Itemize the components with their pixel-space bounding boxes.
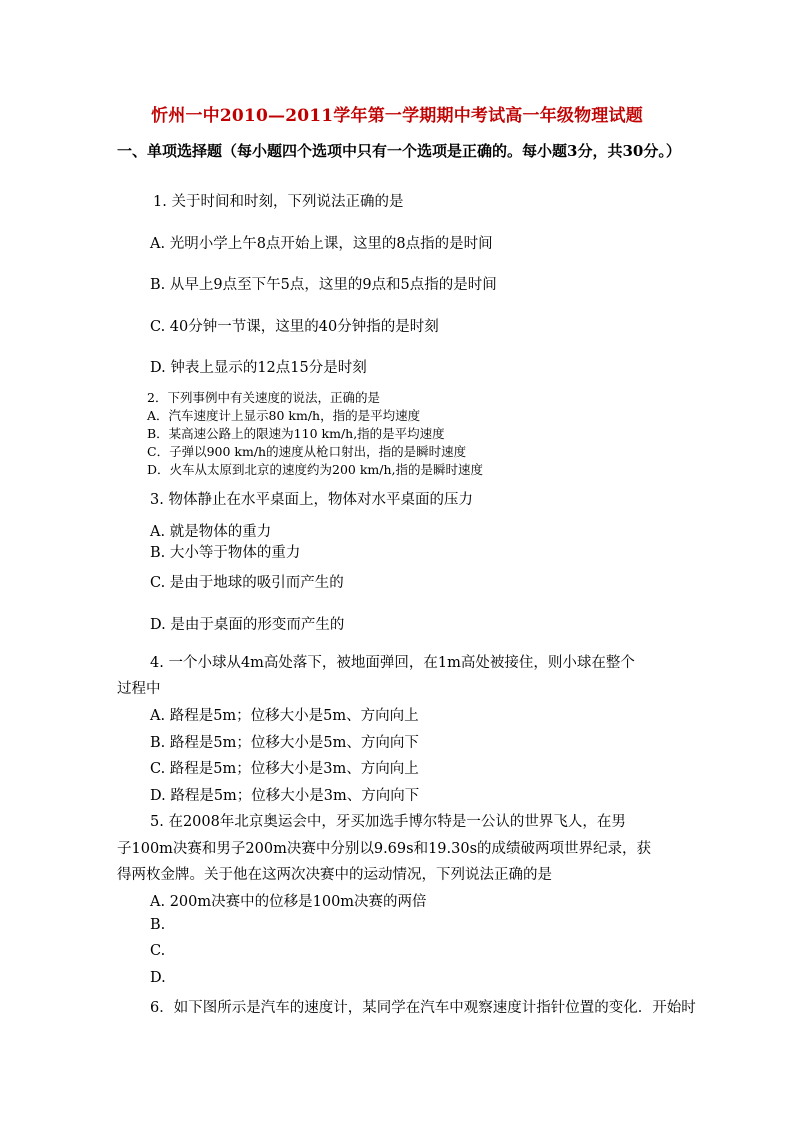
q4-option-a: A. 路程是5m；位移大小是5m、方向向上 bbox=[150, 708, 419, 724]
q1-option-a: A. 光明小学上午8点开始上课，这里的8点指的是时间 bbox=[150, 236, 493, 252]
q5-option-d: D. bbox=[150, 970, 166, 986]
q3-option-b: B. 大小等于物体的重力 bbox=[150, 545, 301, 561]
q1-option-c: C. 40分钟一节课，这里的40分钟指的是时刻 bbox=[150, 319, 439, 335]
q5-option-a: A. 200m决赛中的位移是100m决赛的两倍 bbox=[150, 894, 427, 910]
q1-option-d: D. 钟表上显示的12点15分是时刻 bbox=[150, 360, 367, 376]
q4-option-c: C. 路程是5m；位移大小是3m、方向向上 bbox=[150, 761, 419, 777]
q5-stem-line2: 子100m决赛和男子200m决赛中分别以9.69s和19.30s的成绩破两项世界纪录，获 bbox=[117, 841, 652, 857]
q3-stem: 3. 物体静止在水平桌面上，物体对水平桌面的压力 bbox=[150, 492, 473, 508]
q2-option-b: B．某高速公路上的限速为110 km/h,指的是平均速度 bbox=[147, 426, 445, 441]
section-heading: 一、单项选择题（每小题四个选项中只有一个选项是正确的。每小题3分，共30分。） bbox=[117, 142, 681, 160]
q5-stem-line1: 5. 在2008年北京奥运会中，牙买加选手博尔特是一公认的世界飞人，在男 bbox=[150, 814, 626, 830]
q2-stem: 2．下列事例中有关速度的说法，正确的是 bbox=[147, 390, 380, 405]
q3-option-c: C. 是由于地球的吸引而产生的 bbox=[150, 575, 344, 591]
q2-option-d: D．火车从太原到北京的速度约为200 km/h,指的是瞬时速度 bbox=[147, 462, 484, 477]
q6-stem-line1: 6．如下图所示是汽车的速度计，某同学在汽车中观察速度计指针位置的变化．开始时 bbox=[150, 1000, 696, 1016]
q3-option-d: D. 是由于桌面的形变而产生的 bbox=[150, 617, 345, 633]
q5-option-b: B. bbox=[150, 917, 166, 933]
q4-stem-line2: 过程中 bbox=[117, 681, 161, 697]
q4-option-d: D. 路程是5m；位移大小是3m、方向向下 bbox=[150, 788, 420, 804]
q4-stem-line1: 4. 一个小球从4m高处落下，被地面弹回，在1m高处被接住，则小球在整个 bbox=[150, 655, 635, 671]
exam-title: 忻州一中2010—2011学年第一学期期中考试高一年级物理试题 bbox=[151, 106, 643, 126]
q5-stem-line3: 得两枚金牌。关于他在这两次决赛中的运动情况，下列说法正确的是 bbox=[117, 867, 552, 883]
q3-option-a: A. 就是物体的重力 bbox=[150, 524, 272, 540]
q5-option-c: C. bbox=[150, 943, 166, 959]
q2-option-a: A．汽车速度计上显示80 km/h，指的是平均速度 bbox=[147, 408, 421, 423]
q4-option-b: B. 路程是5m；位移大小是5m、方向向下 bbox=[150, 735, 419, 751]
q1-option-b: B. 从早上9点至下午5点，这里的9点和5点指的是时间 bbox=[150, 277, 497, 293]
q2-option-c: C．子弹以900 km/h的速度从枪口射出，指的是瞬时速度 bbox=[147, 444, 467, 459]
q1-stem: 1. 关于时间和时刻，下列说法正确的是 bbox=[153, 194, 404, 210]
